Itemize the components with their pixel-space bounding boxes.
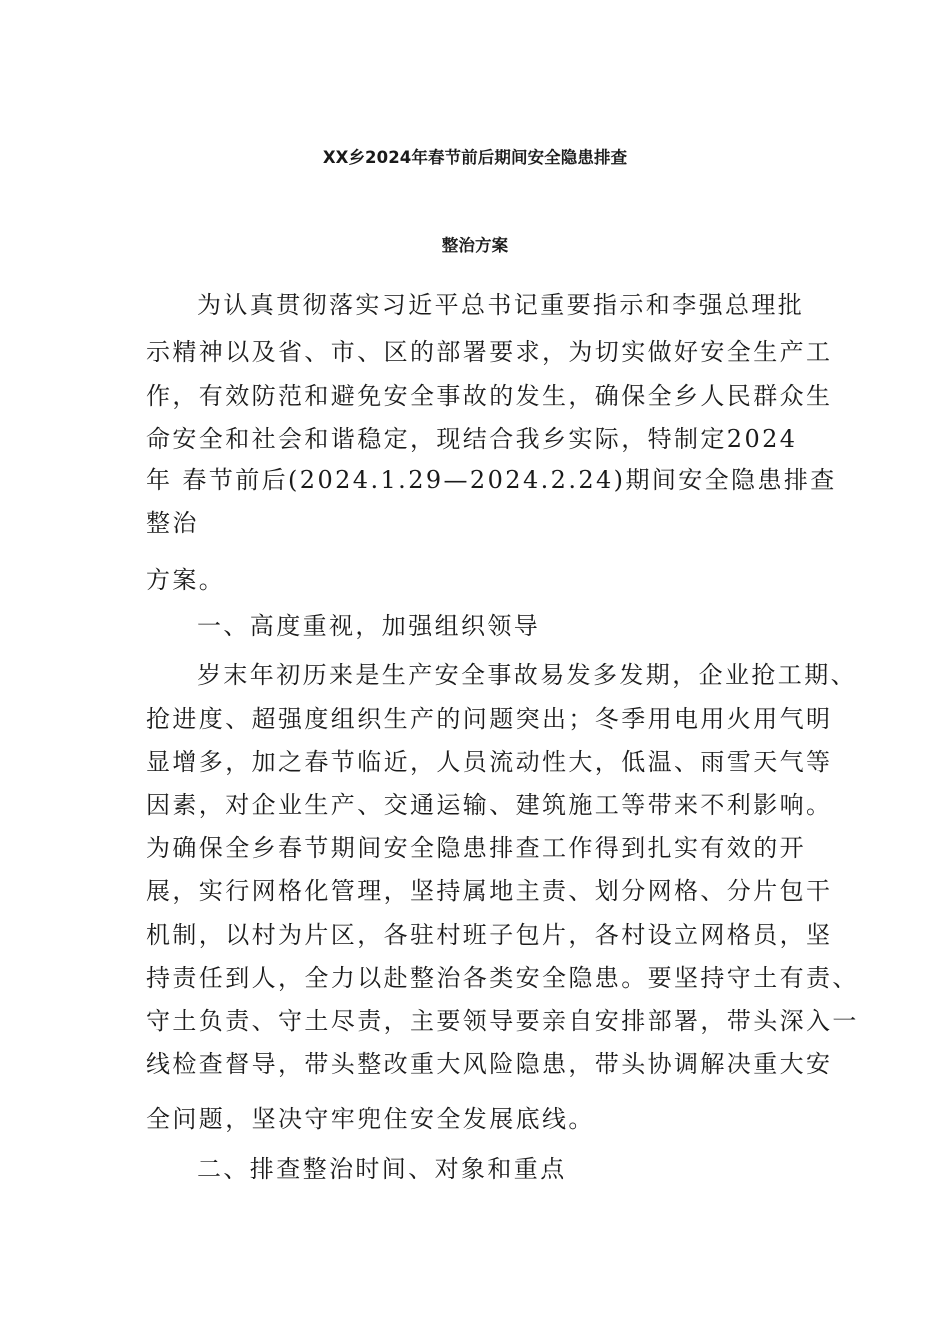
- paragraph-line: 方案。: [146, 566, 226, 594]
- paragraph-line: 展，实行网格化管理，坚持属地主责、划分网格、分片包干: [146, 877, 833, 905]
- paragraph-line: 线检查督导，带头整改重大风险隐患，带头协调解决重大安: [146, 1050, 833, 1078]
- paragraph-line: 年 春节前后(2024.1.29—2024.2.24)期间安全隐患排查: [146, 466, 837, 494]
- document-title-line-1: XX乡2024年春节前后期间安全隐患排查: [322, 148, 628, 167]
- paragraph-line: 全问题，坚决守牢兜住安全发展底线。: [146, 1105, 595, 1133]
- paragraph-line: 示精神以及省、市、区的部署要求，为切实做好安全生产工: [146, 338, 833, 366]
- document-title-line-2: 整治方案: [441, 236, 509, 255]
- paragraph-line: 显增多，加之春节临近，人员流动性大，低温、雨雪天气等: [146, 748, 833, 776]
- paragraph-line: 为确保全乡春节期间安全隐患排查工作得到扎实有效的开: [146, 834, 806, 862]
- paragraph-line: 作，有效防范和避免安全事故的发生，确保全乡人民群众生: [146, 382, 833, 410]
- paragraph-line: 岁末年初历来是生产安全事故易发多发期，企业抢工期、: [197, 661, 857, 689]
- paragraph-line: 持责任到人，全力以赴整治各类安全隐患。要坚持守土有责、: [146, 964, 859, 992]
- paragraph-line: 机制，以村为片区，各驻村班子包片，各村设立网格员，坚: [146, 921, 833, 949]
- paragraph-line: 命安全和社会和谐稳定，现结合我乡实际，特制定2024: [146, 425, 798, 453]
- paragraph-line: 守土负责、守土尽责，主要领导要亲自安排部署，带头深入一: [146, 1007, 859, 1035]
- paragraph-line: 为认真贯彻落实习近平总书记重要指示和李强总理批: [197, 291, 805, 319]
- paragraph-line: 因素，对企业生产、交通运输、建筑施工等带来不利影响。: [146, 791, 833, 819]
- paragraph-line: 抢进度、超强度组织生产的问题突出；冬季用电用火用气明: [146, 705, 833, 733]
- section-heading: 二、排查整治时间、对象和重点: [197, 1155, 567, 1183]
- paragraph-line: 整治: [146, 509, 199, 537]
- section-heading: 一、高度重视，加强组织领导: [197, 612, 541, 640]
